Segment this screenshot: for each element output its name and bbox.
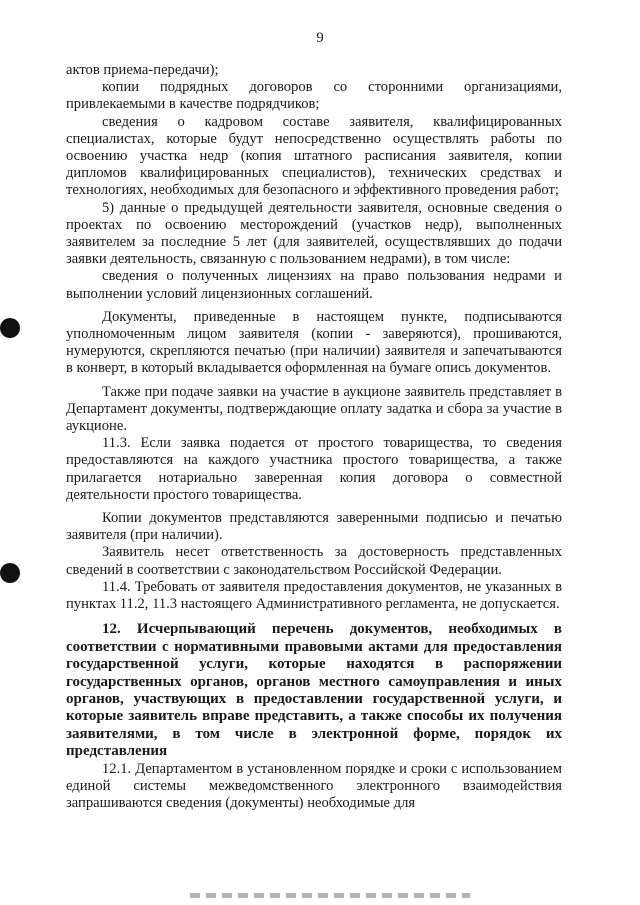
section-heading: 12. Исчерпывающий перечень документов, необходимых в соответствии с нормативными правовыми актами для предоставления государственной услуги, которые находятся в распоряжении государственных органов, органов местного самоуправления и иных органов, участвующих в предоставлении государственной услуги, и которые заявитель вправе представить, а также способы их получения заявителями, в том числе в электронной форме, порядок их представления xyxy=(66,621,562,760)
paragraph: 12.1. Департаментом в установленном порядке и сроки с использованием единой системы межведомственного электронного взаимодействия запрашиваются сведения (документы) необходимые для xyxy=(66,760,562,811)
paragraph: копии подрядных договоров со сторонними организациями, привлекаемыми в качестве подрядчиков; xyxy=(66,79,562,113)
paragraph: Также при подаче заявки на участие в аукционе заявитель представляет в Департамент документы, подтверждающие оплату задатка и сбора за участие в аукционе. xyxy=(66,383,562,435)
paragraph: актов приема-передачи); xyxy=(66,62,219,78)
footer-scan-artifact xyxy=(190,893,470,898)
page-number: 9 xyxy=(316,30,324,46)
paragraph: сведения о кадровом составе заявителя, квалифицированных специалистах, которые будут непосредственно осуществлять работы по освоению участка недр (копия штатного расписания заявителя, копии дипломов квалифицированных специалистов), технических средствах и технологиях, необходимых для безопасного и эффективного проведения работ; xyxy=(66,113,562,199)
paragraph: 11.3. Если заявка подается от простого товарищества, то сведения предоставляются на каждого участника простого товарищества, а также прилагается нотариально заверенная копия договора о совместной деятельности простого товарищества. xyxy=(66,435,562,503)
paragraph: сведения о полученных лицензиях на право пользования недрами и выполнении условий лицензионных соглашений. xyxy=(66,268,562,302)
document-body xyxy=(66,62,562,812)
punch-hole-mark xyxy=(0,563,20,583)
paragraph: 5) данные о предыдущей деятельности заявителя, основные сведения о проектах по освоению месторождений (участков недр), выполненных заявителем за последние 5 лет (для заявителей, осуществлявших до подачи заявки деятельность, связанную с пользованием недрами), в том числе: xyxy=(66,199,562,268)
punch-hole-mark xyxy=(0,318,20,338)
paragraph: Документы, приведенные в настоящем пункте, подписываются уполномоченным лицом заявителя (копии - заверяются), прошиваются, нумеруются, скрепляются печатью (при наличии) заявителя и запечатываются в конверт, в который вкладывается оформленная на бумаге опись документов. xyxy=(66,308,562,377)
paragraph: Копии документов представляются заверенными подписью и печатью заявителя (при наличии). xyxy=(66,510,562,544)
paragraph: 11.4. Требовать от заявителя предоставления документов, не указанных в пунктах 11.2, 11.3 настоящего Административного регламента, не допускается. xyxy=(66,578,562,613)
paragraph: Заявитель несет ответственность за достоверность представленных сведений в соответствии с законодательством Российской Федерации. xyxy=(66,544,562,578)
